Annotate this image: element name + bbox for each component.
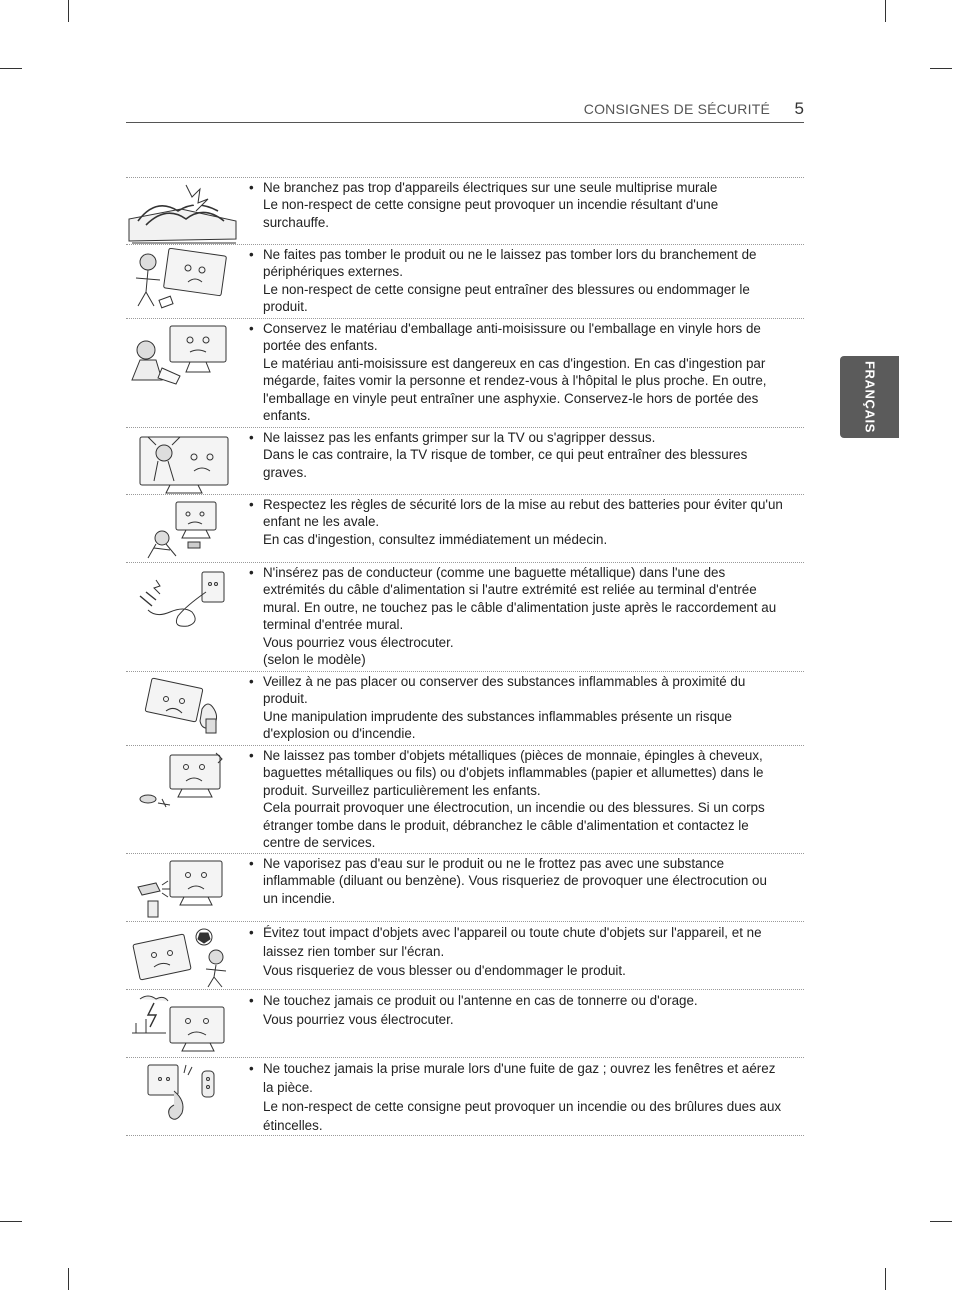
- item-text: [249, 1059, 785, 1135]
- crop-mark: [885, 0, 886, 22]
- lightning-storm-icon: [126, 993, 244, 1057]
- safety-item: [126, 921, 804, 989]
- item-text: [249, 320, 785, 424]
- item-paragraph: Respectez les règles de sécurité lors de la mise au rebut des batteries pour éviter qu'un enfant ne les avale.: [263, 497, 783, 530]
- language-tab: [840, 356, 899, 438]
- bullet: •: [249, 180, 254, 195]
- bullet: •: [249, 1061, 254, 1076]
- page-header: [126, 98, 804, 123]
- bullet: •: [249, 321, 254, 336]
- item-text: [249, 747, 785, 851]
- ball-impact-icon: [126, 925, 244, 989]
- battery-child-icon: [126, 498, 244, 562]
- item-text: [249, 246, 785, 316]
- item-text: [249, 673, 785, 743]
- item-paragraph: Ne branchez pas trop d'appareils électriques sur une seule multiprise murale: [263, 180, 718, 195]
- tv-drop-child-icon: [126, 248, 244, 312]
- safety-item: [126, 318, 804, 427]
- bullet: •: [249, 993, 254, 1008]
- item-paragraph: Le non-respect de cette consigne peut entraîner des blessures ou endommager le produit.: [263, 281, 750, 315]
- item-paragraph: Cela pourrait provoquer une électrocution, un incendie ou des blessures. Si un corps étranger tombe dans le produit, débranchez le câble d'alimentation et contactez le centre de services.: [263, 800, 765, 851]
- bullet: •: [249, 497, 254, 512]
- safety-item: [126, 745, 804, 853]
- item-text: [249, 855, 785, 907]
- water-spray-icon: [126, 857, 244, 921]
- safety-item: [126, 427, 804, 494]
- item-paragraph: Ne laissez pas les enfants grimper sur la TV ou s'agripper dessus.: [263, 430, 656, 445]
- bullet: •: [249, 565, 254, 580]
- item-paragraph: Le non-respect de cette consigne peut provoquer un incendie résultant d'une surchauffe.: [263, 197, 719, 230]
- item-paragraph: (selon le modèle): [263, 652, 366, 668]
- item-paragraph: Ne faites pas tomber le produit ou ne le laissez pas tomber lors du branchement de périphériques externes.: [263, 247, 757, 280]
- item-text: [249, 923, 785, 980]
- item-text: [249, 496, 785, 548]
- item-paragraph: Ne touchez jamais la prise murale lors d'une fuite de gaz ; ouvrez les fenêtres et aérez la pièce.: [263, 1061, 776, 1095]
- safety-item: [126, 671, 804, 745]
- item-text: [249, 429, 785, 481]
- safety-item: [126, 1057, 804, 1136]
- safety-item: [126, 494, 804, 562]
- item-text: [249, 991, 785, 1029]
- safety-item: [126, 244, 804, 318]
- item-paragraph: Conservez le matériau d'emballage anti-moisissure ou l'emballage en vinyle hors de portée des enfants.: [263, 321, 761, 354]
- crop-mark: [885, 1268, 886, 1290]
- packaging-child-icon: [126, 322, 244, 392]
- power-strip-overload-icon: [126, 181, 244, 245]
- item-paragraph: N'insérez pas de conducteur (comme une baguette métallique) dans l'une des extrémités du câble d'alimentation si l'autre extrémité est reliée au terminal d'entrée mural. En outre, ne touchez pas le câble d'alimentation juste après le raccordement au terminal d'entrée mural.: [263, 565, 777, 633]
- item-paragraph: Ne laissez pas tomber d'objets métalliques (pièces de monnaie, épingles à cheveux, baguettes métalliques ou fils) ou d'objets inflammables (papier et allumettes) dans le produit. Surveillez particulièrement les enfants.: [263, 748, 764, 798]
- crop-mark: [930, 1221, 952, 1222]
- bullet: •: [249, 748, 254, 763]
- item-text: [249, 564, 785, 668]
- item-paragraph: Évitez tout impact d'objets avec l'appareil ou toute chute d'objets sur l'appareil, et ne laissez rien tomber sur l'écran.: [263, 925, 762, 959]
- bullet: •: [249, 856, 254, 871]
- language-tab-label: FRANÇAIS: [862, 361, 877, 433]
- child-climbing-tv-icon: [126, 431, 244, 495]
- crop-mark: [930, 68, 952, 69]
- safety-item: [126, 177, 804, 244]
- section-title: CONSIGNES DE SÉCURITÉ: [583, 101, 770, 117]
- item-paragraph: Le non-respect de cette consigne peut provoquer un incendie ou des brûlures dues aux étincelles.: [263, 1099, 782, 1133]
- item-paragraph: En cas d'ingestion, consultez immédiatement un médecin.: [263, 531, 608, 547]
- flammable-substance-icon: [126, 675, 244, 739]
- bullet: •: [249, 247, 254, 262]
- item-paragraph: Veillez à ne pas placer ou conserver des substances inflammables à proximité du produit.: [263, 674, 746, 707]
- item-paragraph: Le matériau anti-moisissure est dangereux en cas d'ingestion. En cas d'ingestion par mégarde, faites vomir la personne et rendez-vous à l'hôpital le plus proche. En outre, l'emballage en vinyle peut entraîner une asphyxie. Conservez-le hors de portée des enfants.: [263, 355, 767, 424]
- crop-mark: [0, 1221, 22, 1222]
- metal-objects-icon: [126, 749, 244, 813]
- item-paragraph: Dans le cas contraire, la TV risque de tomber, ce qui peut entraîner des blessures graves.: [263, 447, 748, 480]
- crop-mark: [68, 1268, 69, 1290]
- safety-list: [126, 177, 804, 1136]
- item-paragraph: Ne touchez jamais ce produit ou l'antenne en cas de tonnerre ou d'orage.: [263, 993, 698, 1008]
- item-paragraph: Vous risqueriez de vous blesser ou d'endommager le produit.: [263, 963, 626, 978]
- gas-leak-outlet-icon: [126, 1061, 244, 1125]
- item-paragraph: Une manipulation imprudente des substances inflammables présente un risque d'explosion ou d'incendie.: [263, 708, 732, 742]
- item-paragraph: Ne vaporisez pas d'eau sur le produit ou ne le frottez pas avec une substance inflammable (diluant ou benzène). Vous risqueriez de provoquer une électrocution ou un incendie.: [263, 856, 767, 906]
- bullet: •: [249, 674, 254, 689]
- bullet: •: [249, 925, 254, 940]
- bullet: •: [249, 430, 254, 445]
- safety-item: [126, 562, 804, 671]
- item-paragraph: Vous pourriez vous électrocuter.: [263, 634, 454, 650]
- safety-item: [126, 989, 804, 1057]
- power-cable-conductor-icon: [126, 566, 244, 630]
- item-paragraph: Vous pourriez vous électrocuter.: [263, 1012, 454, 1027]
- safety-item: [126, 853, 804, 921]
- crop-mark: [0, 68, 22, 69]
- item-text: [249, 179, 785, 231]
- page-number: 5: [794, 99, 804, 118]
- crop-mark: [68, 0, 69, 22]
